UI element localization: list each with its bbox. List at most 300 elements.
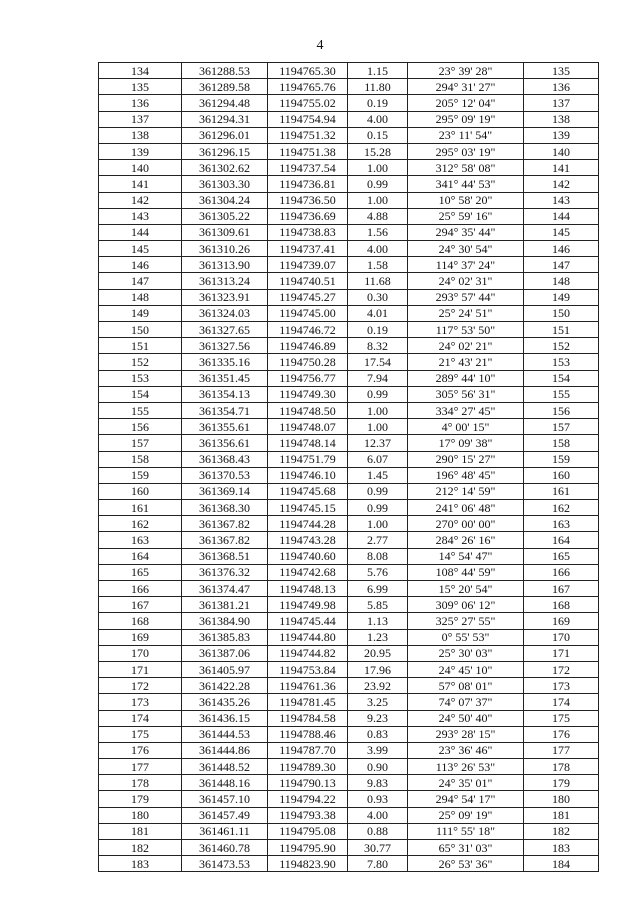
point-number-cell: 134 <box>99 63 182 79</box>
next-point-cell: 143 <box>524 192 599 208</box>
page-number: 4 <box>316 38 324 53</box>
distance-cell: 11.68 <box>348 273 408 289</box>
y-coordinate-cell: 1194738.83 <box>268 224 348 240</box>
table-row <box>99 305 599 321</box>
x-coordinate-cell: 361387.06 <box>182 645 268 661</box>
point-number-cell: 176 <box>99 742 182 758</box>
bearing-cell: 270° 00' 00" <box>408 516 524 532</box>
y-coordinate-cell: 1194765.30 <box>268 63 348 79</box>
table-row <box>99 629 599 645</box>
table-row <box>99 710 599 726</box>
next-point-cell: 172 <box>524 661 599 677</box>
table-row <box>99 564 599 580</box>
bearing-cell: 334° 27' 45" <box>408 402 524 418</box>
next-point-cell: 179 <box>524 775 599 791</box>
y-coordinate-cell: 1194744.80 <box>268 629 348 645</box>
next-point-cell: 137 <box>524 95 599 111</box>
bearing-cell: 17° 09' 38" <box>408 435 524 451</box>
table-row <box>99 289 599 305</box>
bearing-cell: 312° 58' 08" <box>408 160 524 176</box>
y-coordinate-cell: 1194756.77 <box>268 370 348 386</box>
table-row <box>99 613 599 629</box>
bearing-cell: 196° 48' 45" <box>408 467 524 483</box>
x-coordinate-cell: 361304.24 <box>182 192 268 208</box>
y-coordinate-cell: 1194795.90 <box>268 840 348 856</box>
point-number-cell: 173 <box>99 694 182 710</box>
point-number-cell: 177 <box>99 759 182 775</box>
bearing-cell: 289° 44' 10" <box>408 370 524 386</box>
distance-cell: 3.25 <box>348 694 408 710</box>
y-coordinate-cell: 1194736.81 <box>268 176 348 192</box>
bearing-cell: 294° 35' 44" <box>408 224 524 240</box>
next-point-cell: 150 <box>524 305 599 321</box>
table-row <box>99 257 599 273</box>
x-coordinate-cell: 361351.45 <box>182 370 268 386</box>
point-number-cell: 136 <box>99 95 182 111</box>
table-row <box>99 840 599 856</box>
bearing-cell: 24° 30' 54" <box>408 241 524 257</box>
distance-cell: 7.94 <box>348 370 408 386</box>
next-point-cell: 140 <box>524 143 599 159</box>
distance-cell: 8.08 <box>348 548 408 564</box>
y-coordinate-cell: 1194740.51 <box>268 273 348 289</box>
next-point-cell: 158 <box>524 435 599 451</box>
bearing-cell: 325° 27' 55" <box>408 613 524 629</box>
point-number-cell: 165 <box>99 564 182 580</box>
table-row <box>99 224 599 240</box>
distance-cell: 1.58 <box>348 257 408 273</box>
point-number-cell: 149 <box>99 305 182 321</box>
y-coordinate-cell: 1194790.13 <box>268 775 348 791</box>
bearing-cell: 15° 20' 54" <box>408 581 524 597</box>
table-row <box>99 208 599 224</box>
point-number-cell: 157 <box>99 435 182 451</box>
table-row <box>99 79 599 95</box>
next-point-cell: 181 <box>524 807 599 823</box>
point-number-cell: 168 <box>99 613 182 629</box>
y-coordinate-cell: 1194745.15 <box>268 500 348 516</box>
y-coordinate-cell: 1194795.08 <box>268 823 348 839</box>
y-coordinate-cell: 1194739.07 <box>268 257 348 273</box>
next-point-cell: 169 <box>524 613 599 629</box>
table-row <box>99 451 599 467</box>
bearing-cell: 212° 14' 59" <box>408 483 524 499</box>
table-row <box>99 370 599 386</box>
x-coordinate-cell: 361457.49 <box>182 807 268 823</box>
point-number-cell: 151 <box>99 338 182 354</box>
next-point-cell: 170 <box>524 629 599 645</box>
x-coordinate-cell: 361460.78 <box>182 840 268 856</box>
y-coordinate-cell: 1194744.28 <box>268 516 348 532</box>
next-point-cell: 136 <box>524 79 599 95</box>
next-point-cell: 180 <box>524 791 599 807</box>
next-point-cell: 162 <box>524 500 599 516</box>
next-point-cell: 171 <box>524 645 599 661</box>
distance-cell: 17.54 <box>348 354 408 370</box>
bearing-cell: 295° 09' 19" <box>408 111 524 127</box>
x-coordinate-cell: 361354.71 <box>182 402 268 418</box>
table-row <box>99 645 599 661</box>
next-point-cell: 135 <box>524 63 599 79</box>
table-row <box>99 273 599 289</box>
bearing-cell: 294° 54' 17" <box>408 791 524 807</box>
x-coordinate-cell: 361369.14 <box>182 483 268 499</box>
next-point-cell: 153 <box>524 354 599 370</box>
distance-cell: 0.99 <box>348 386 408 402</box>
table-row <box>99 95 599 111</box>
next-point-cell: 167 <box>524 581 599 597</box>
distance-cell: 1.00 <box>348 516 408 532</box>
coordinates-table <box>98 62 599 872</box>
x-coordinate-cell: 361324.03 <box>182 305 268 321</box>
distance-cell: 7.80 <box>348 856 408 872</box>
distance-cell: 0.99 <box>348 176 408 192</box>
point-number-cell: 140 <box>99 160 182 176</box>
table-row <box>99 467 599 483</box>
x-coordinate-cell: 361313.90 <box>182 257 268 273</box>
point-number-cell: 181 <box>99 823 182 839</box>
x-coordinate-cell: 361384.90 <box>182 613 268 629</box>
y-coordinate-cell: 1194743.28 <box>268 532 348 548</box>
distance-cell: 0.99 <box>348 483 408 499</box>
point-number-cell: 144 <box>99 224 182 240</box>
table-row <box>99 726 599 742</box>
bearing-cell: 341° 44' 53" <box>408 176 524 192</box>
distance-cell: 8.32 <box>348 338 408 354</box>
x-coordinate-cell: 361436.15 <box>182 710 268 726</box>
next-point-cell: 155 <box>524 386 599 402</box>
next-point-cell: 165 <box>524 548 599 564</box>
x-coordinate-cell: 361296.15 <box>182 143 268 159</box>
distance-cell: 1.00 <box>348 419 408 435</box>
point-number-cell: 135 <box>99 79 182 95</box>
y-coordinate-cell: 1194823.90 <box>268 856 348 872</box>
distance-cell: 0.15 <box>348 127 408 143</box>
next-point-cell: 184 <box>524 856 599 872</box>
distance-cell: 4.88 <box>348 208 408 224</box>
bearing-cell: 309° 06' 12" <box>408 597 524 613</box>
next-point-cell: 141 <box>524 160 599 176</box>
bearing-cell: 24° 50' 40" <box>408 710 524 726</box>
y-coordinate-cell: 1194787.70 <box>268 742 348 758</box>
x-coordinate-cell: 361381.21 <box>182 597 268 613</box>
x-coordinate-cell: 361335.16 <box>182 354 268 370</box>
y-coordinate-cell: 1194754.94 <box>268 111 348 127</box>
bearing-cell: 23° 11' 54" <box>408 127 524 143</box>
point-number-cell: 175 <box>99 726 182 742</box>
point-number-cell: 145 <box>99 241 182 257</box>
distance-cell: 5.85 <box>348 597 408 613</box>
distance-cell: 0.90 <box>348 759 408 775</box>
x-coordinate-cell: 361376.32 <box>182 564 268 580</box>
bearing-cell: 295° 03' 19" <box>408 143 524 159</box>
bearing-cell: 117° 53' 50" <box>408 322 524 338</box>
bearing-cell: 294° 31' 27" <box>408 79 524 95</box>
table-row <box>99 143 599 159</box>
point-number-cell: 150 <box>99 322 182 338</box>
x-coordinate-cell: 361374.47 <box>182 581 268 597</box>
point-number-cell: 146 <box>99 257 182 273</box>
next-point-cell: 176 <box>524 726 599 742</box>
y-coordinate-cell: 1194750.28 <box>268 354 348 370</box>
next-point-cell: 178 <box>524 759 599 775</box>
point-number-cell: 154 <box>99 386 182 402</box>
table-row <box>99 597 599 613</box>
point-number-cell: 147 <box>99 273 182 289</box>
y-coordinate-cell: 1194761.36 <box>268 678 348 694</box>
point-number-cell: 182 <box>99 840 182 856</box>
next-point-cell: 168 <box>524 597 599 613</box>
bearing-cell: 24° 02' 31" <box>408 273 524 289</box>
y-coordinate-cell: 1194749.30 <box>268 386 348 402</box>
y-coordinate-cell: 1194746.10 <box>268 467 348 483</box>
bearing-cell: 0° 55' 53" <box>408 629 524 645</box>
distance-cell: 3.99 <box>348 742 408 758</box>
x-coordinate-cell: 361288.53 <box>182 63 268 79</box>
distance-cell: 5.76 <box>348 564 408 580</box>
y-coordinate-cell: 1194748.13 <box>268 581 348 597</box>
point-number-cell: 179 <box>99 791 182 807</box>
point-number-cell: 169 <box>99 629 182 645</box>
next-point-cell: 175 <box>524 710 599 726</box>
table-row <box>99 111 599 127</box>
next-point-cell: 152 <box>524 338 599 354</box>
distance-cell: 23.92 <box>348 678 408 694</box>
point-number-cell: 148 <box>99 289 182 305</box>
point-number-cell: 162 <box>99 516 182 532</box>
distance-cell: 4.00 <box>348 111 408 127</box>
x-coordinate-cell: 361448.16 <box>182 775 268 791</box>
y-coordinate-cell: 1194751.32 <box>268 127 348 143</box>
distance-cell: 17.96 <box>348 661 408 677</box>
distance-cell: 1.56 <box>348 224 408 240</box>
point-number-cell: 153 <box>99 370 182 386</box>
x-coordinate-cell: 361444.86 <box>182 742 268 758</box>
bearing-cell: 25° 09' 19" <box>408 807 524 823</box>
table-row <box>99 354 599 370</box>
table-row <box>99 386 599 402</box>
next-point-cell: 183 <box>524 840 599 856</box>
point-number-cell: 174 <box>99 710 182 726</box>
point-number-cell: 164 <box>99 548 182 564</box>
table-row <box>99 322 599 338</box>
point-number-cell: 159 <box>99 467 182 483</box>
bearing-cell: 24° 35' 01" <box>408 775 524 791</box>
point-number-cell: 141 <box>99 176 182 192</box>
next-point-cell: 145 <box>524 224 599 240</box>
point-number-cell: 158 <box>99 451 182 467</box>
x-coordinate-cell: 361327.56 <box>182 338 268 354</box>
next-point-cell: 159 <box>524 451 599 467</box>
bearing-cell: 25° 24' 51" <box>408 305 524 321</box>
x-coordinate-cell: 361294.48 <box>182 95 268 111</box>
next-point-cell: 166 <box>524 564 599 580</box>
x-coordinate-cell: 361444.53 <box>182 726 268 742</box>
distance-cell: 0.19 <box>348 322 408 338</box>
distance-cell: 1.13 <box>348 613 408 629</box>
table-row <box>99 402 599 418</box>
distance-cell: 0.19 <box>348 95 408 111</box>
y-coordinate-cell: 1194742.68 <box>268 564 348 580</box>
x-coordinate-cell: 361367.82 <box>182 532 268 548</box>
bearing-cell: 114° 37' 24" <box>408 257 524 273</box>
distance-cell: 0.30 <box>348 289 408 305</box>
y-coordinate-cell: 1194789.30 <box>268 759 348 775</box>
x-coordinate-cell: 361302.62 <box>182 160 268 176</box>
next-point-cell: 156 <box>524 402 599 418</box>
x-coordinate-cell: 361313.24 <box>182 273 268 289</box>
table-row <box>99 759 599 775</box>
table-row <box>99 483 599 499</box>
bearing-cell: 113° 26' 53" <box>408 759 524 775</box>
x-coordinate-cell: 361422.28 <box>182 678 268 694</box>
y-coordinate-cell: 1194755.02 <box>268 95 348 111</box>
distance-cell: 0.93 <box>348 791 408 807</box>
x-coordinate-cell: 361323.91 <box>182 289 268 305</box>
bearing-cell: 284° 26' 16" <box>408 532 524 548</box>
distance-cell: 1.00 <box>348 402 408 418</box>
distance-cell: 4.00 <box>348 241 408 257</box>
x-coordinate-cell: 361354.13 <box>182 386 268 402</box>
next-point-cell: 144 <box>524 208 599 224</box>
point-number-cell: 139 <box>99 143 182 159</box>
distance-cell: 15.28 <box>348 143 408 159</box>
next-point-cell: 157 <box>524 419 599 435</box>
point-number-cell: 137 <box>99 111 182 127</box>
y-coordinate-cell: 1194751.79 <box>268 451 348 467</box>
bearing-cell: 205° 12' 04" <box>408 95 524 111</box>
y-coordinate-cell: 1194745.27 <box>268 289 348 305</box>
next-point-cell: 154 <box>524 370 599 386</box>
distance-cell: 9.23 <box>348 710 408 726</box>
bearing-cell: 10° 58' 20" <box>408 192 524 208</box>
table-row <box>99 856 599 872</box>
next-point-cell: 149 <box>524 289 599 305</box>
y-coordinate-cell: 1194746.72 <box>268 322 348 338</box>
point-number-cell: 142 <box>99 192 182 208</box>
next-point-cell: 142 <box>524 176 599 192</box>
x-coordinate-cell: 361294.31 <box>182 111 268 127</box>
x-coordinate-cell: 361368.30 <box>182 500 268 516</box>
y-coordinate-cell: 1194736.50 <box>268 192 348 208</box>
bearing-cell: 111° 55' 18" <box>408 823 524 839</box>
bearing-cell: 14° 54' 47" <box>408 548 524 564</box>
distance-cell: 12.37 <box>348 435 408 451</box>
distance-cell: 30.77 <box>348 840 408 856</box>
distance-cell: 0.99 <box>348 500 408 516</box>
next-point-cell: 139 <box>524 127 599 143</box>
distance-cell: 0.83 <box>348 726 408 742</box>
y-coordinate-cell: 1194748.14 <box>268 435 348 451</box>
distance-cell: 1.23 <box>348 629 408 645</box>
next-point-cell: 177 <box>524 742 599 758</box>
bearing-cell: 108° 44' 59" <box>408 564 524 580</box>
y-coordinate-cell: 1194784.58 <box>268 710 348 726</box>
bearing-cell: 293° 57' 44" <box>408 289 524 305</box>
distance-cell: 6.07 <box>348 451 408 467</box>
x-coordinate-cell: 361356.61 <box>182 435 268 451</box>
point-number-cell: 152 <box>99 354 182 370</box>
distance-cell: 1.15 <box>348 63 408 79</box>
point-number-cell: 178 <box>99 775 182 791</box>
y-coordinate-cell: 1194793.38 <box>268 807 348 823</box>
y-coordinate-cell: 1194788.46 <box>268 726 348 742</box>
point-number-cell: 155 <box>99 402 182 418</box>
x-coordinate-cell: 361457.10 <box>182 791 268 807</box>
table-row <box>99 176 599 192</box>
y-coordinate-cell: 1194745.00 <box>268 305 348 321</box>
table-row <box>99 160 599 176</box>
y-coordinate-cell: 1194745.44 <box>268 613 348 629</box>
table-row <box>99 694 599 710</box>
x-coordinate-cell: 361385.83 <box>182 629 268 645</box>
x-coordinate-cell: 361367.82 <box>182 516 268 532</box>
bearing-cell: 74° 07' 37" <box>408 694 524 710</box>
bearing-cell: 290° 15' 27" <box>408 451 524 467</box>
table-row <box>99 581 599 597</box>
bearing-cell: 25° 59' 16" <box>408 208 524 224</box>
bearing-cell: 26° 53' 36" <box>408 856 524 872</box>
point-number-cell: 183 <box>99 856 182 872</box>
table-row <box>99 241 599 257</box>
next-point-cell: 138 <box>524 111 599 127</box>
y-coordinate-cell: 1194781.45 <box>268 694 348 710</box>
distance-cell: 4.00 <box>348 807 408 823</box>
table-row <box>99 532 599 548</box>
bearing-cell: 24° 45' 10" <box>408 661 524 677</box>
bearing-cell: 4° 00' 15" <box>408 419 524 435</box>
bearing-cell: 57° 08' 01" <box>408 678 524 694</box>
x-coordinate-cell: 361368.43 <box>182 451 268 467</box>
bearing-cell: 241° 06' 48" <box>408 500 524 516</box>
table-row <box>99 791 599 807</box>
table-row <box>99 435 599 451</box>
point-number-cell: 180 <box>99 807 182 823</box>
y-coordinate-cell: 1194749.98 <box>268 597 348 613</box>
x-coordinate-cell: 361310.26 <box>182 241 268 257</box>
y-coordinate-cell: 1194737.54 <box>268 160 348 176</box>
x-coordinate-cell: 361473.53 <box>182 856 268 872</box>
point-number-cell: 166 <box>99 581 182 597</box>
x-coordinate-cell: 361461.11 <box>182 823 268 839</box>
next-point-cell: 161 <box>524 483 599 499</box>
x-coordinate-cell: 361289.58 <box>182 79 268 95</box>
point-number-cell: 170 <box>99 645 182 661</box>
bearing-cell: 65° 31' 03" <box>408 840 524 856</box>
point-number-cell: 167 <box>99 597 182 613</box>
table-row <box>99 338 599 354</box>
y-coordinate-cell: 1194751.38 <box>268 143 348 159</box>
next-point-cell: 182 <box>524 823 599 839</box>
point-number-cell: 161 <box>99 500 182 516</box>
table-row <box>99 63 599 79</box>
distance-cell: 4.01 <box>348 305 408 321</box>
table-row <box>99 419 599 435</box>
next-point-cell: 148 <box>524 273 599 289</box>
point-number-cell: 160 <box>99 483 182 499</box>
table-row <box>99 775 599 791</box>
distance-cell: 6.99 <box>348 581 408 597</box>
distance-cell: 1.00 <box>348 192 408 208</box>
coordinates-table-body <box>99 63 599 872</box>
table-row <box>99 823 599 839</box>
table-row <box>99 192 599 208</box>
bearing-cell: 21° 43' 21" <box>408 354 524 370</box>
distance-cell: 0.88 <box>348 823 408 839</box>
table-row <box>99 127 599 143</box>
y-coordinate-cell: 1194744.82 <box>268 645 348 661</box>
table-row <box>99 678 599 694</box>
